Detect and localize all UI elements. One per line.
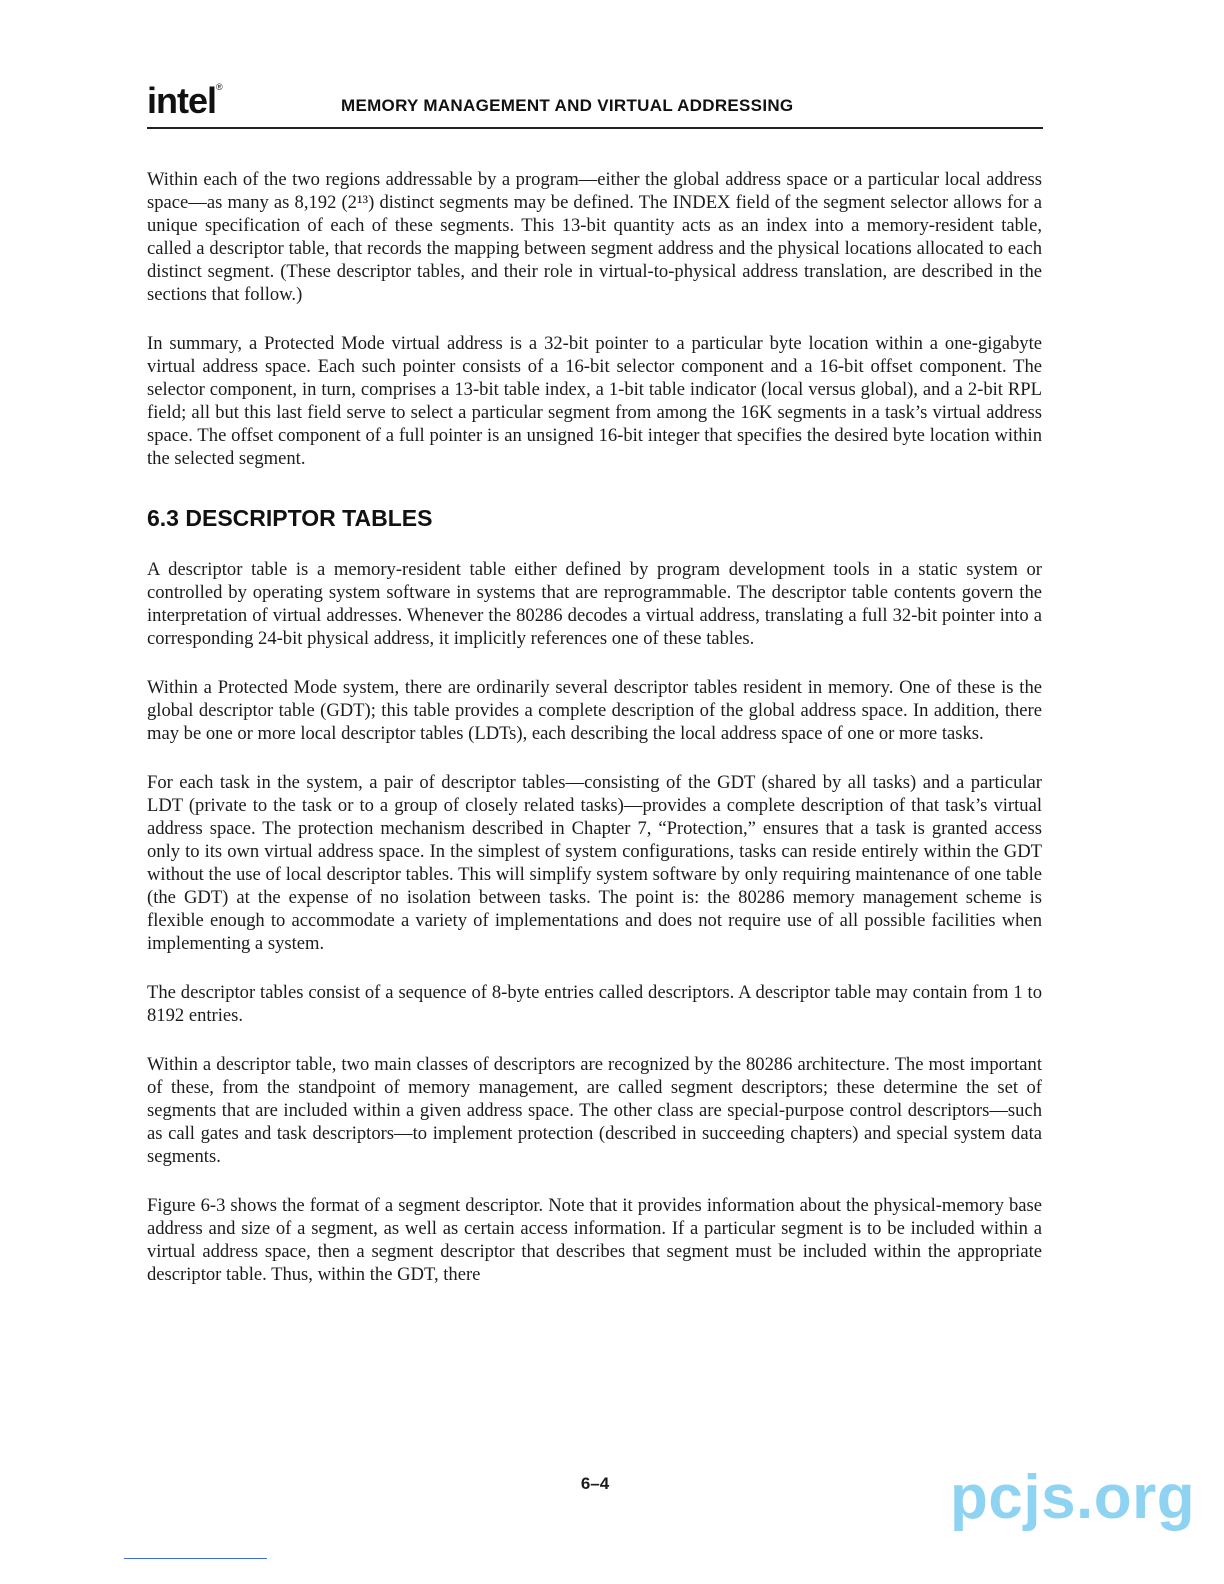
page-header xyxy=(147,80,1043,130)
paragraph-descriptor-entries: The descriptor tables consist of a sequence of 8-byte entries called descriptors. A descriptor table may contain from 1 to 8192 entries. xyxy=(147,982,1042,1026)
paragraph-task-tables: For each task in the system, a pair of descriptor tables—consisting of the GDT (shared by all tasks) and a particular LDT (private to the task or to a group of closely related tasks)—provides a complete description of that task’s virtual address space. The protection mechanism described in Chapter 7, “Protection,” ensures that a task is granted access only to its own virtual address space. In the simplest of system configurations, tasks can reside entirely within the GDT without the use of local descriptor tables. This will simplify system software by only requiring maintenance of one table (the GDT) at the expense of no isolation between tasks. The point is: the 80286 memory management scheme is flexible enough to accommodate a variety of implementations and does not require use of all possible facilities when implementing a system. xyxy=(147,772,1042,954)
logo-registered-mark: ® xyxy=(216,82,222,92)
paragraph-descriptor-table: A descriptor table is a memory-resident table either defined by program development tools in a static system or controlled by operating system software in systems that are reprogrammable. The descriptor table contents govern the interpretation of virtual addresses. Whenever the 80286 decodes a virtual address, translating a full 32-bit pointer into a corresponding 24-bit physical address, it implicitly references one of these tables. xyxy=(147,559,1042,649)
running-head-title: MEMORY MANAGEMENT AND VIRTUAL ADDRESSING xyxy=(341,96,794,115)
intel-logo xyxy=(147,80,222,122)
paragraph-gdt-ldt: Within a Protected Mode system, there are ordinarily several descriptor tables resident in memory. One of these is the global descriptor table (GDT); this table provides a complete description of the global address space. In addition, there may be one or more local descriptor tables (LDTs), each describing the local address space of one or more tasks. xyxy=(147,677,1042,744)
paragraph-summary: In summary, a Protected Mode virtual address is a 32-bit pointer to a particular byte location within a one-gigabyte virtual address space. Each such pointer consists of a 16-bit selector component and a 16-bit offset component. The selector component, in turn, comprises a 13-bit table index, a 1-bit table indicator (local versus global), and a 2-bit RPL field; all but this last field serve to select a particular segment from among the 16K segments in a task’s virtual address space. The offset component of a full pointer is an unsigned 16-bit integer that specifies the desired byte location within the selected segment. xyxy=(147,333,1042,469)
bottom-divider xyxy=(124,1558,267,1559)
paragraph-index-field: Within each of the two regions addressable by a program—either the global address space or a particular local address space—as many as 8,192 (2¹³) distinct segments may be defined. The INDEX field of the segment selector allows for a unique specification of each of these segments. This 13-bit quantity acts as an index into a memory-resident table, called a descriptor table, that records the mapping between segment address and the physical locations allocated to each distinct segment. (These descriptor tables, and their role in virtual-to-physical address translation, are described in the sections that follow.) xyxy=(147,169,1042,305)
logo-text: intel xyxy=(147,80,217,121)
paragraph-descriptor-classes: Within a descriptor table, two main classes of descriptors are recognized by the 80286 architecture. The most important of these, from the standpoint of memory management, are called segment descriptors; these determine the set of segments that are included within a given address space. The other class are special-purpose control descriptors—such as call gates and task descriptors—to implement protection (described in succeeding chapters) and special system data segments. xyxy=(147,1054,1042,1167)
page-number: 6–4 xyxy=(580,1474,610,1493)
page-body xyxy=(147,168,1042,1312)
pcjs-watermark: pcjs.org xyxy=(950,1463,1196,1532)
paragraph-figure-reference: Figure 6-3 shows the format of a segment descriptor. Note that it provides information about the physical-memory base address and size of a segment, as well as certain access information. If a particular segment is to be included within a virtual address space, then a segment descriptor that describes that segment must be included within the appropriate descriptor table. Thus, within the GDT, there xyxy=(147,1195,1042,1285)
section-heading: 6.3 DESCRIPTOR TABLES xyxy=(147,505,433,531)
header-rule xyxy=(147,127,1043,129)
